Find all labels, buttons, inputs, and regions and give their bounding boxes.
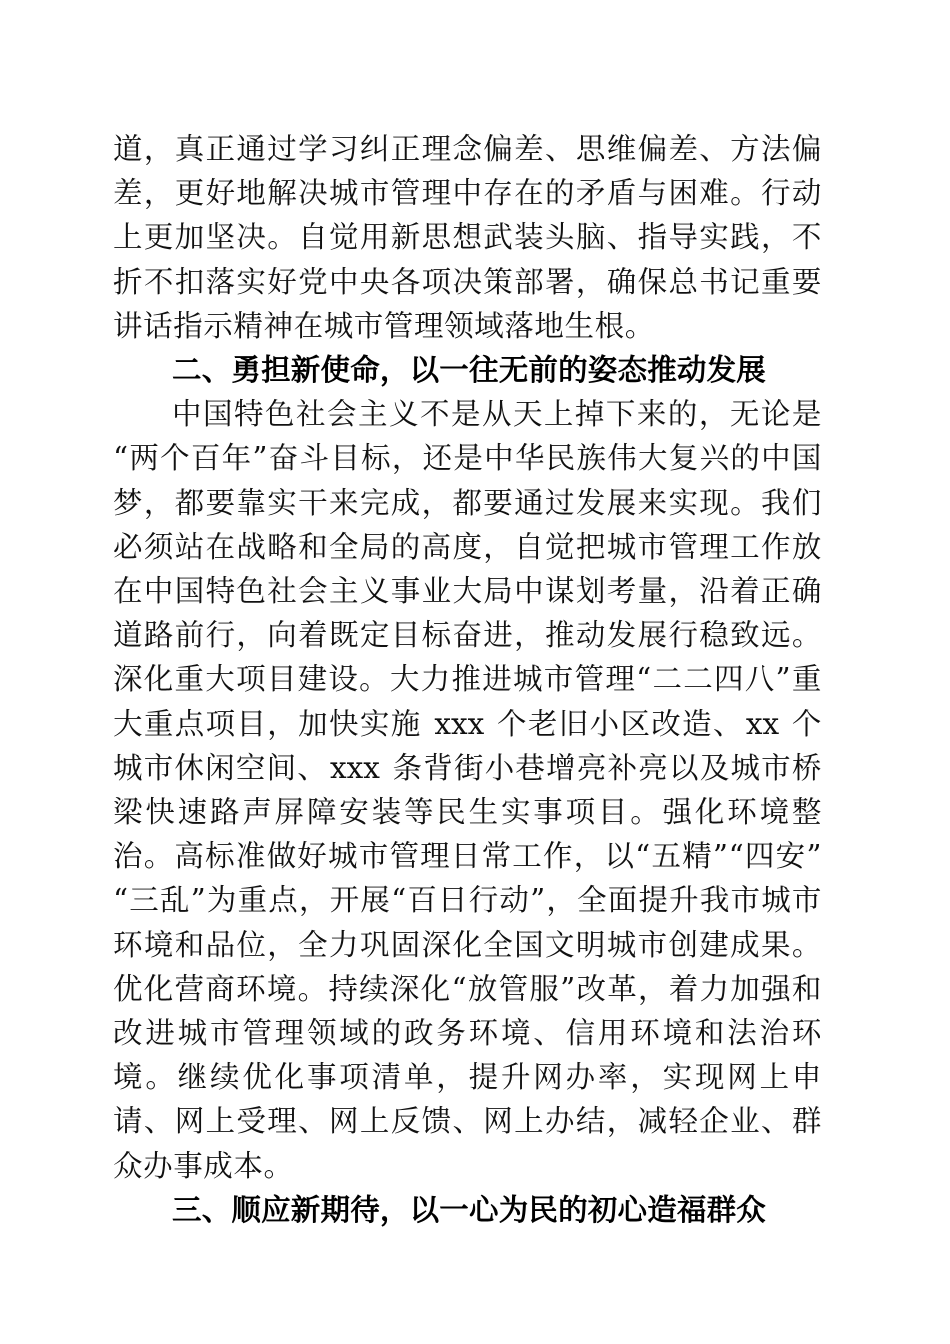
paragraph-continuation: 道，真正通过学习纠正理念偏差、思维偏差、方法偏差，更好地解决城市管理中存在的矛盾与困难。行动上更加坚决。自觉用新思想武装头脑、指导实践，不折不扣落实好党中央各项决策部署，确保总书记重要讲话指示精神在城市管理领域落地生根。: [113, 132, 822, 343]
document-body: [113, 127, 822, 1232]
placeholder-number: xxx: [434, 706, 485, 741]
paragraph-section-two-body: 中国特色社会主义不是从天上掉下来的，无论是“两个百年”奋斗目标，还是中华民族伟大复兴的中国梦，都要靠实干来完成，都要通过发展来实现。我们必须站在战略和全局的高度，自觉把城市管理工作放在中国特色社会主义事业大局中谋划考量，沿着正确道路前行，向着既定目标奋进，推动发展行稳致远。深化重大项目建设。大力推进城市管理“二二四八”重大重点项目，加快实施 xxx 个老旧小区改造、xx 个城市休闲空间、xxx 条背街小巷增亮补亮以及城市桥梁快速路声屏障安装等民生实事项目。强化环境整治。高标准做好城市管理日常工作，以“五精”“四安”“三乱”为重点，开展“百日行动”，全面提升我市城市环境和品位，全力巩固深化全国文明城市创建成果。优化营商环境。持续深化“放管服”改革，着力加强和改进城市管理领域的政务环境、信用环境和法治环境。继续优化事项清单，提升网办率，实现网上申请、网上受理、网上反馈、网上办结，减轻企业、群众办事成本。: [113, 397, 823, 1183]
placeholder-number: xxx: [330, 750, 380, 785]
section-heading-two: 二、勇担新使命，以一往无前的姿态推动发展: [172, 353, 767, 388]
placeholder-number: xx: [745, 706, 780, 741]
section-heading-three: 三、顺应新期待，以一心为民的初心造福群众: [172, 1192, 767, 1227]
